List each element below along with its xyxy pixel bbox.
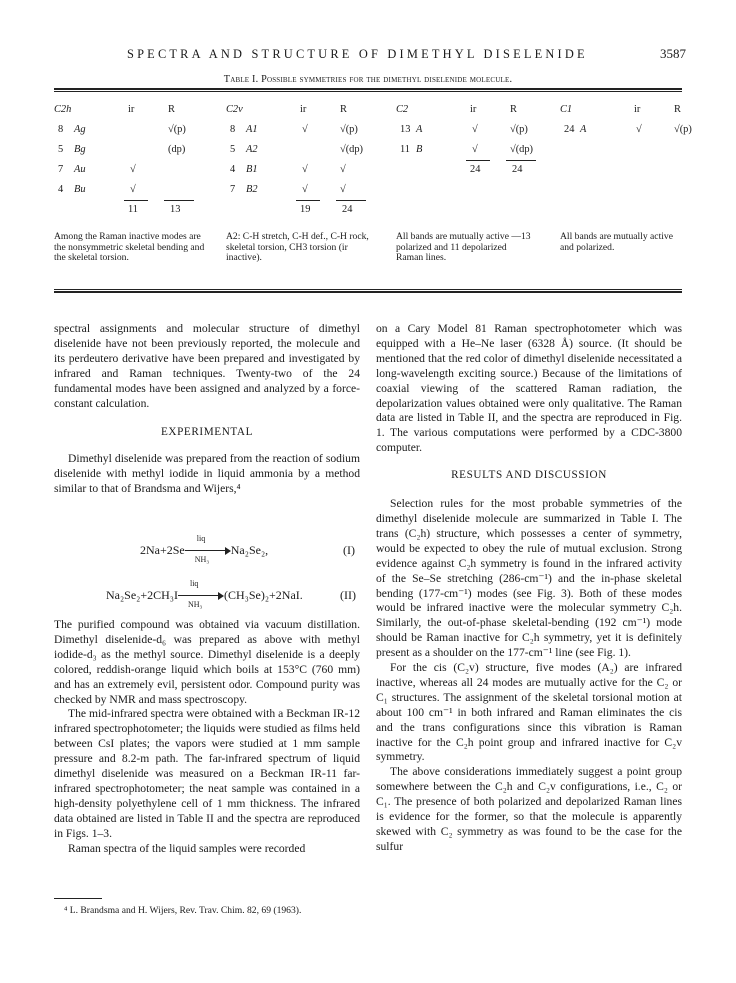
ir-header: ir	[300, 104, 307, 115]
group-header: C2v	[226, 104, 243, 115]
species-label: Au	[74, 164, 86, 175]
running-title: SPECTRA AND STRUCTURE OF DIMETHYL DISELENIDE	[127, 47, 588, 61]
eq2-left: Na₂Se₂+2CH₃I	[106, 588, 178, 602]
left-column-cont	[54, 618, 360, 857]
group-note: All bands are mutually active —13 polarized and 11 depolarized Raman lines.	[396, 231, 531, 264]
species-label: B1	[246, 164, 258, 175]
ir-header: ir	[470, 104, 477, 115]
table-caption: Table I. Possible symmetries for the dimethyl diselenide molecule.	[223, 74, 513, 85]
raman-activity: √(dp)	[510, 144, 534, 155]
species-label: A	[416, 124, 423, 135]
ir-total: 11	[128, 204, 139, 215]
raman-activity: (dp)	[168, 144, 186, 155]
mode-count: 7	[58, 164, 64, 175]
paragraph: on a Cary Model 81 Raman spectrophotometer which was equipped with a He–Ne laser (6328 Å) source. (It should be mentioned that the red color of dimethyl diselenide necessitated a long-wavelength exciting source.) Because of the limitations of coaxial viewing of the scattered Raman radiation, the depolarization values obtained were only qualitative. The Raman data are listed in Table II, and the spectra are reproduced in Fig. 1. The various computations were performed by a CDC-3800 computer.	[376, 322, 682, 455]
right-column	[376, 322, 682, 855]
ir-activity: √	[130, 164, 136, 175]
group-note: A2: C-H stretch, C-H def., C-H rock, skeletal torsion, CH3 torsion (ir inactive).	[226, 231, 369, 264]
ir-activity: √	[130, 184, 136, 195]
mode-count: 4	[58, 184, 64, 195]
raman-activity: √(p)	[510, 124, 528, 135]
raman-header: R	[510, 104, 517, 115]
group-note: Among the Raman inactive modes are the nonsymmetric skeletal bending and the skeletal torsion.	[54, 231, 205, 264]
species-label: A	[580, 124, 587, 135]
mode-count: 24	[564, 124, 575, 135]
raman-activity: √(dp)	[340, 144, 364, 155]
raman-total: 24	[512, 164, 523, 175]
ir-total: 24	[470, 164, 481, 175]
reaction-arrow: liq NH₃	[178, 590, 224, 602]
raman-activity: √(p)	[340, 124, 358, 135]
section-heading-experimental: EXPERIMENTAL	[160, 426, 254, 439]
species-label: Bu	[74, 184, 86, 195]
raman-total: 24	[342, 204, 353, 215]
species-label: Bg	[74, 144, 86, 155]
ir-activity: √	[302, 164, 308, 175]
sum-rule	[466, 160, 490, 161]
eq2-right: (CH₃Se)₂+2NaI.	[223, 588, 303, 602]
ir-total: 19	[300, 204, 311, 215]
ir-activity: √	[302, 124, 308, 135]
paragraph: The mid-infrared spectra were obtained with a Beckman IR-12 infrared spectrophotometer; the liquids were studied as films held between CsI plates; the vapors were studied at 1 mm sample pressure and 8.2-m path. The far-infrared spectrum of liquid dimethyl diselenide was measured on a Beckman IR-11 far-infrared spectrophotometer; the neat sample was contained in a high-density polyethylene cell of 1 mm thickness. The infrared data obtained are listed in Table II and the spectra are reproduced in Figs. 1–3.	[54, 707, 360, 840]
equation-1-number: (I)	[343, 543, 355, 557]
mode-count: 7	[230, 184, 236, 195]
sum-rule	[124, 200, 148, 201]
ir-activity: √	[472, 144, 478, 155]
species-label: A2	[246, 144, 258, 155]
paragraph: Raman spectra of the liquid samples were recorded	[68, 841, 306, 855]
raman-activity: √	[340, 164, 346, 175]
group-header: C2h	[54, 104, 72, 115]
paragraph: The above considerations immediately suggest a point group somewhere between the C₂h and C₂v configurations, i.e., C₂ or C₁. The presence of both polarized and depolarized Raman lines is evidence for the former, so that the molecule is apparently skewed with C₂ symmetry as was found to be the case for the sulfur	[376, 765, 682, 853]
paragraph: spectral assignments and molecular structure of dimethyl diselenide have not been previously reported, the molecule and its perdeutero derivative have been prepared and investigated by infrared and Raman techniques. Twenty-two of the 24 fundamental modes have been assigned and analyzed by a force-constant calculation.	[54, 322, 360, 410]
species-label: B	[416, 144, 423, 155]
equation-2-number: (II)	[340, 588, 356, 602]
raman-total: 13	[170, 204, 181, 215]
raman-activity: √	[340, 184, 346, 195]
mode-count: 8	[230, 124, 236, 135]
mode-count: 11	[400, 144, 411, 155]
sum-rule	[506, 160, 536, 161]
section-heading-results: RESULTS AND DISCUSSION	[451, 469, 607, 482]
paragraph: Selection rules for the most probable symmetries of the dimethyl diselenide molecule are summarized in Table I. The trans (C₂h) structure, which possesses a center of symmetry, would be expected to obey the rule of mutual exclusion. Strong evidence against C₂h symmetry is found in the infrared activity of the Se–Se stretching (286-cm⁻¹) and the in-phase skeletal bending (177-cm⁻¹) modes (see Fig. 3). Both of these modes would be infrared inactive were the molecular symmetry C₂h. Similarly, the out-of-phase skeletal-bending (192 cm⁻¹) mode should be Raman inactive for C₂h symmetry, yet it is definitely present as a shoulder on the 177-cm⁻¹ line (see Fig. 1).	[376, 497, 682, 660]
mode-count: 13	[400, 124, 411, 135]
group-header: C2	[396, 104, 409, 115]
table-bottom-rule-thin	[54, 289, 682, 290]
mode-count: 5	[58, 144, 64, 155]
eq1-right: Na₂Se₂,	[230, 543, 269, 557]
raman-header: R	[340, 104, 347, 115]
paragraph: For the cis (C₂v) structure, five modes (A₂) are infrared inactive, whereas all 24 modes are mutually active for the C₂ or C₁ structures. The assignment of the skeletal torsional motion at about 100 cm⁻¹ in both infrared and Raman eliminates the cis and the trans configurations since this vibration is Raman inactive for the C₂h point group and infrared inactive for C₂v symmetry.	[376, 661, 682, 764]
paragraph: The purified compound was obtained via vacuum distillation. Dimethyl diselenide-d₆ was prepared as above with methyl iodide-d₃ as the methyl source. Dimethyl diselenide is a deeply colored, reddish-orange liquid which boils at 153°C (760 mm) and has an extremely evil, persistent odor. Compound purity was checked by NMR and mass spectroscopy.	[54, 618, 360, 706]
paragraph: Dimethyl diselenide was prepared from the reaction of sodium diselenide with methyl iodide in liquid ammonia by a method similar to that of Brandsma and Wijers,⁴	[54, 452, 360, 496]
ir-activity: √	[302, 184, 308, 195]
ir-header: ir	[128, 104, 135, 115]
raman-header: R	[674, 104, 681, 115]
raman-activity: √(p)	[674, 124, 692, 135]
equation-1	[140, 534, 269, 565]
table-top-rule	[54, 88, 682, 90]
mode-count: 8	[58, 124, 64, 135]
left-column	[54, 322, 360, 497]
eq1-left: 2Na+2Se	[140, 543, 185, 557]
mode-count: 4	[230, 164, 236, 175]
group-header: C1	[560, 104, 573, 115]
footnote: ⁴ L. Brandsma and H. Wijers, Rev. Trav. Chim. 82, 69 (1963).	[64, 905, 302, 916]
ir-header: ir	[634, 104, 641, 115]
raman-header: R	[168, 104, 175, 115]
sum-rule	[164, 200, 194, 201]
sum-rule	[336, 200, 366, 201]
table-top-rule-thin	[54, 91, 682, 92]
mode-count: 5	[230, 144, 236, 155]
species-label: B2	[246, 184, 258, 195]
table-bottom-rule	[54, 291, 682, 293]
ir-activity: √	[636, 124, 642, 135]
sum-rule	[296, 200, 320, 201]
symmetry-table	[54, 104, 692, 276]
equation-2	[106, 579, 303, 610]
footnote-rule	[54, 898, 102, 899]
species-label: Ag	[74, 124, 86, 135]
page-number: 3587	[660, 46, 686, 61]
species-label: A1	[246, 124, 258, 135]
ir-activity: √	[472, 124, 478, 135]
reaction-arrow: liq NH₃	[185, 545, 231, 557]
raman-activity: √(p)	[168, 124, 186, 135]
group-note: All bands are mutually active and polarized.	[560, 231, 673, 253]
